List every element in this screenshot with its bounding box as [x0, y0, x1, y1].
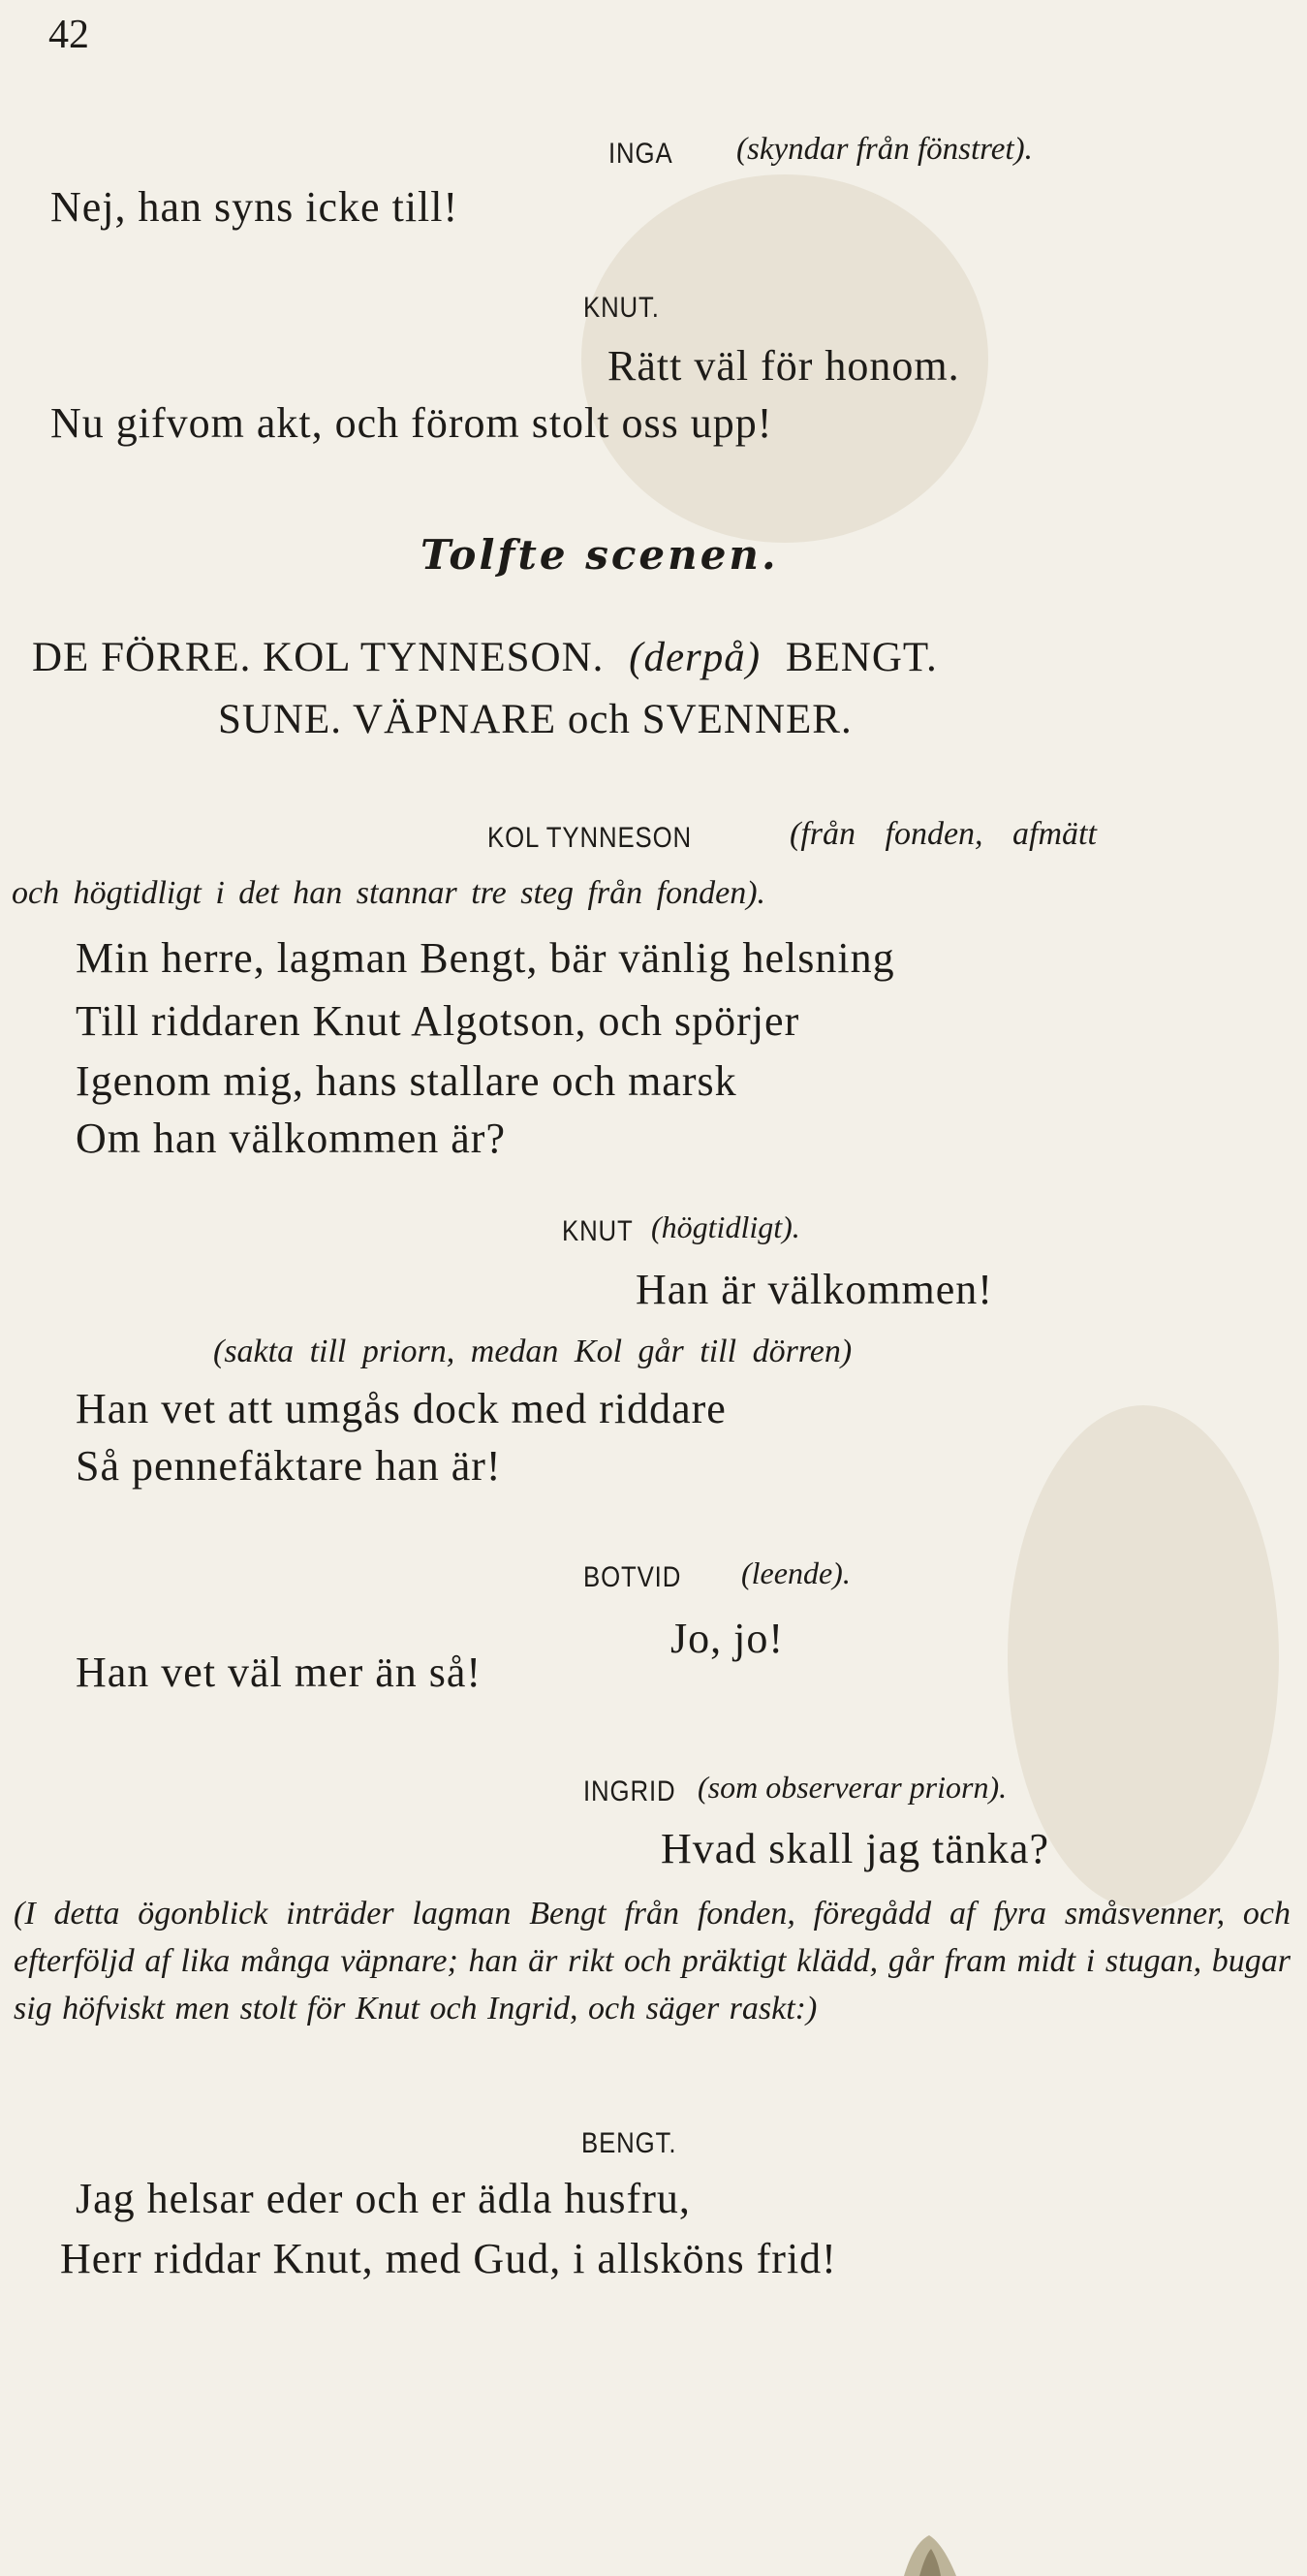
stage-direction-inga: (skyndar från fönstret). — [736, 132, 1033, 167]
stage-direction: (leende). — [741, 1555, 851, 1590]
cast-names: DE FÖRRE. KOL TYNNESON. — [32, 635, 605, 680]
verse-line: Min herre, lagman Bengt, bär vänlig helsning — [76, 934, 895, 982]
verse-line: Hvad skall jag tänka? — [661, 1825, 1049, 1872]
verse-line: Jo, jo! — [670, 1615, 784, 1662]
speaker-botvid: BOTVID — [583, 1561, 682, 1593]
speaker-kol-tynneson: KOL TYNNESON — [487, 822, 693, 854]
cast-direction: (derpå) — [629, 635, 762, 680]
verse-line: Så pennefäktare han är! — [76, 1442, 502, 1490]
stage-direction: (sakta till priorn, medan Kol går till dörren) — [213, 1334, 853, 1369]
verse-line: Rätt väl för honom. — [607, 342, 960, 390]
scene-title: Tolfte scenen. — [420, 531, 779, 579]
verse-line: Han vet att umgås dock med riddare — [76, 1385, 727, 1432]
verse-line: Till riddaren Knut Algotson, och spörjer — [76, 997, 800, 1045]
cast-list-line — [32, 634, 938, 681]
verse-line: Om han välkommen är? — [76, 1115, 506, 1162]
cast-names: BENGT. — [785, 635, 938, 680]
verse-line: Han vet väl mer än så! — [76, 1649, 482, 1696]
verse-line: Nej, han syns icke till! — [50, 183, 459, 231]
verse-line: Herr riddar Knut, med Gud, i allsköns frid! — [60, 2235, 837, 2282]
page-number: 42 — [48, 13, 89, 57]
speaker-ingrid: INGRID — [583, 1775, 676, 1807]
verse-line: Han är välkommen! — [636, 1266, 993, 1313]
torn-ornament-icon — [896, 2520, 964, 2576]
speaker-inga: INGA — [608, 138, 673, 170]
cast-list-line: SUNE. VÄPNARE och SVENNER. — [218, 697, 853, 742]
stage-direction: (från fonden, afmätt — [790, 816, 1097, 852]
stage-direction: (som observerar priorn). — [698, 1770, 1008, 1805]
verse-line: Nu gifvom akt, och förom stolt oss upp! — [50, 399, 773, 447]
stage-direction: (högtidligt). — [651, 1209, 800, 1244]
stage-direction-block: (I detta ögonblick inträder lagman Bengt från fonden, föregådd af fyra småsvenner, och efterföljd af lika många väpnare; han är rikt och präktigt klädd, går fram midt i stugan, bugar sig höfviskt men stolt för Knut och Ingrid, och säger raskt:) — [14, 1896, 1291, 2026]
speaker-knut: KNUT. — [583, 292, 660, 324]
verse-line: Igenom mig, hans stallare och marsk — [76, 1057, 737, 1105]
speaker-knut: KNUT — [562, 1215, 634, 1247]
stage-direction: och högtidligt i det han stannar tre steg från fonden). — [12, 875, 766, 911]
verse-line: Jag helsar eder och er ädla husfru, — [76, 2175, 691, 2222]
speaker-bengt: BENGT. — [581, 2127, 677, 2159]
